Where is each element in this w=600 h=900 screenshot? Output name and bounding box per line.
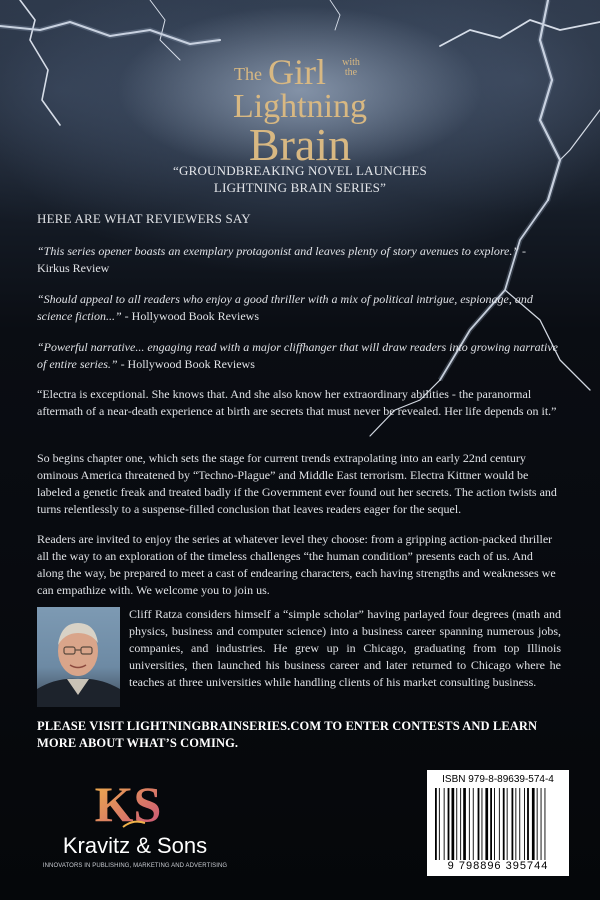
barcode-bar — [545, 788, 546, 860]
barcode-bar — [499, 788, 500, 860]
author-bio: Cliff Ratza considers himself a “simple scholar” having parlayed four degrees (math and physics, business and computer science) into a business career spanning numerous jobs, companies, and industries. He grew up in Chicago, graduating from top Illinois universities, then launched his business career and later returned to Chicago where he teaches at three universities while handling clients of his market consulting business. — [129, 607, 561, 689]
author-portrait-image — [37, 607, 120, 707]
review-quote: “This series opener boasts an exemplary protagonist and leaves plenty of story avenues to explore.” — [37, 244, 520, 258]
publisher-logo — [35, 775, 235, 885]
title-the: The — [234, 64, 262, 84]
barcode-bar — [473, 788, 474, 860]
tagline — [100, 162, 500, 196]
barcode-bar — [503, 788, 505, 860]
barcode-bar — [512, 788, 514, 860]
title-girl: Girl — [268, 52, 326, 92]
paragraph-text: “Electra is exceptional. She knows that. And she also know her extraordinary abilities - the paranormal aftermath of a near-death experience at birth are secrets that must never be revealed. Her life depends on it.” — [37, 387, 557, 418]
review-2 — [37, 291, 561, 325]
tagline-line-1: “GROUNDBREAKING NOVEL LAUNCHES — [173, 163, 427, 178]
title-brain: Brain — [248, 119, 352, 170]
review-source: - Hollywood Book Reviews — [117, 357, 255, 371]
barcode-bar — [456, 788, 457, 860]
isbn-barcode-box — [427, 770, 569, 876]
publisher-tagline: INNOVATORS IN PUBLISHING, MARKETING AND ADVERTISING — [42, 863, 228, 869]
paragraph-text: So begins chapter one, which sets the stage for current trends extrapolating into an early 22nd century ominous America threatened by “Techno-Plague” and Middle East terrorism. Electra Kittner would be labeled a genetic freak and treated badly if the Government ever found out her secrets. The action twists and turns relentlessly to a suspense-filled conclusion that leaves readers eager for the sequel. — [37, 451, 557, 516]
barcode-number: 9 798896 395744 — [447, 860, 549, 872]
paragraph-synopsis — [37, 450, 561, 518]
ks-monogram-text: KS — [94, 776, 162, 832]
barcode-image — [433, 788, 563, 860]
barcode-bar — [507, 788, 508, 860]
barcode-bar — [463, 788, 466, 860]
barcode-bar — [452, 788, 455, 860]
barcode-bar — [435, 788, 437, 860]
barcode-bar — [515, 788, 516, 860]
barcode-bar — [482, 788, 483, 860]
review-source: - Kirkus Review — [37, 244, 527, 275]
review-source: - Hollywood Book Reviews — [121, 309, 259, 323]
barcode-bar — [439, 788, 440, 860]
review-3 — [37, 339, 561, 373]
barcode-bar — [537, 788, 538, 860]
visit-website-callout: PLEASE VISIT LIGHTNINGBRAINSERIES.COM TO ENTER CONTESTS AND LEARN MORE ABOUT WHAT’S COMING. — [37, 719, 538, 750]
ks-monogram-icon — [93, 775, 163, 835]
barcode-bar — [485, 788, 488, 860]
tagline-line-2: LIGHTNING BRAIN SERIES” — [213, 180, 387, 195]
barcode-bar — [460, 788, 461, 860]
author-photo — [37, 607, 120, 707]
paragraph-invitation — [37, 531, 561, 599]
barcode-bar — [532, 788, 535, 860]
reviews-heading: HERE ARE WHAT REVIEWERS SAY — [37, 211, 251, 226]
barcode-bar — [478, 788, 480, 860]
isbn-label: ISBN 979-8-89639-574-4 — [442, 774, 554, 785]
barcode-bar — [448, 788, 450, 860]
barcode-bar — [444, 788, 445, 860]
barcode-bar — [519, 788, 520, 860]
barcode-bar — [541, 788, 542, 860]
barcode-bar — [524, 788, 525, 860]
publisher-name: Kravitz & Sons — [62, 833, 208, 858]
title-lightning: Lightning — [232, 88, 368, 125]
barcode-bar — [490, 788, 492, 860]
barcode-bar — [469, 788, 470, 860]
review-quote: “Should appeal to all readers who enjoy a good thriller with a mix of political intrigue, espionage, and science fiction...” — [37, 292, 533, 323]
paragraph-text: Readers are invited to enjoy the series at whatever level they choose: from a gripping action-packed thriller all the way to an exploration of the timeless challenges “the human condition” presents each of us. And along the way, be prepared to meet a cast of endearing characters, each having strengths and weaknesses we can empathize with. We welcome you to join us. — [37, 532, 556, 597]
barcode-bar — [494, 788, 495, 860]
paragraph-excerpt — [37, 386, 561, 420]
title-with-the: with the — [342, 57, 360, 78]
review-1 — [37, 243, 561, 277]
barcode-bar — [527, 788, 529, 860]
review-quote: “Powerful narrative... engaging read with a major cliffhanger that will draw readers into growing narrative of entire series.” — [37, 340, 558, 371]
